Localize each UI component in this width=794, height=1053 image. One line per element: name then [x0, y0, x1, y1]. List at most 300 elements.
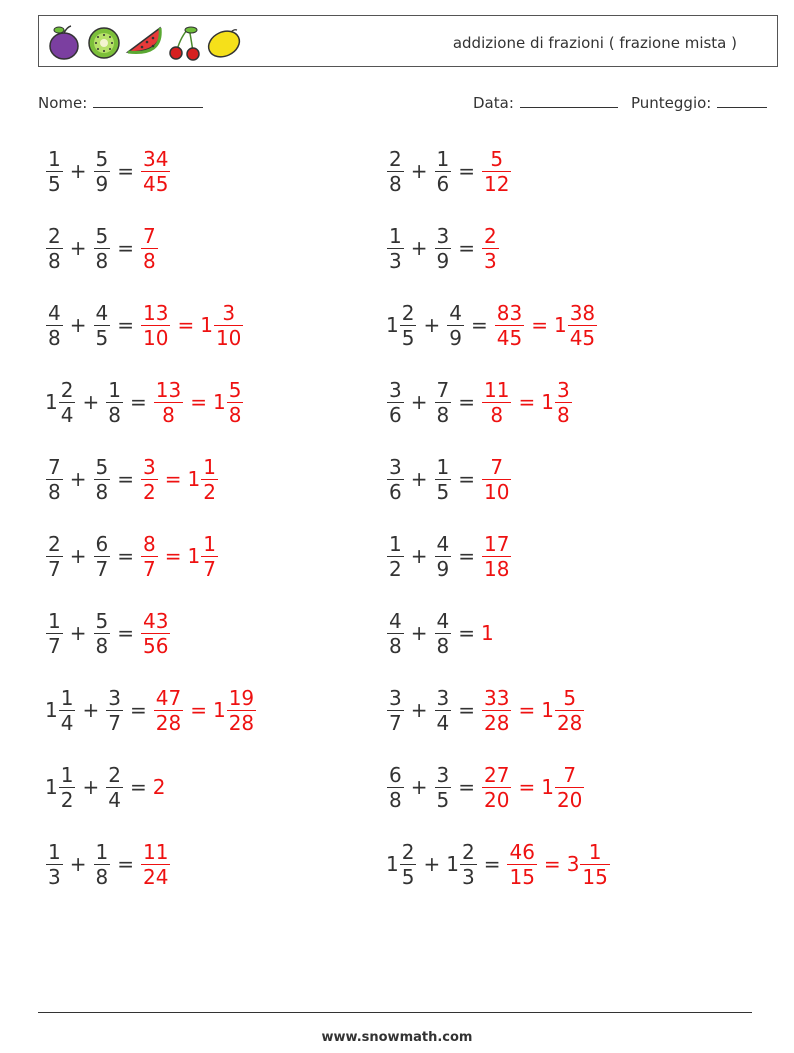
fraction [435, 686, 452, 735]
numerator: 5 [490, 146, 504, 171]
numerator: 2 [389, 146, 402, 171]
fraction [435, 378, 452, 427]
problem-item [45, 448, 219, 510]
equals-sign: = [117, 621, 134, 645]
score-field [631, 93, 767, 112]
denominator: 8 [436, 633, 450, 658]
fraction [154, 378, 183, 427]
fraction [94, 301, 111, 350]
equals-sign: = [458, 544, 475, 568]
numerator: 47 [155, 685, 182, 710]
denominator: 3 [461, 864, 475, 889]
name-blank[interactable] [93, 93, 203, 108]
denominator: 6 [436, 171, 450, 196]
plus-sign: + [410, 236, 428, 260]
equals-sign: = [164, 544, 182, 568]
numerator: 4 [436, 608, 450, 633]
fraction-term [45, 609, 64, 658]
fraction [141, 609, 170, 658]
denominator: 7 [48, 633, 61, 658]
equals-sign: = [458, 775, 475, 799]
problem-item [45, 371, 244, 433]
numerator: 38 [569, 300, 596, 325]
equals-sign: = [458, 390, 475, 414]
answer-term [554, 301, 598, 350]
fraction [435, 455, 452, 504]
problem-item [45, 217, 159, 279]
denominator: 9 [436, 248, 450, 273]
fraction [387, 378, 404, 427]
fraction [46, 301, 63, 350]
denominator: 20 [484, 787, 510, 812]
numerator: 3 [436, 685, 450, 710]
numerator: 4 [48, 300, 61, 325]
numerator: 1 [48, 608, 61, 633]
denominator: 45 [569, 325, 596, 350]
answer-term [153, 378, 184, 427]
denominator: 8 [95, 248, 109, 273]
numerator: 3 [436, 762, 450, 787]
fraction [435, 763, 452, 812]
numerator: 2 [401, 300, 415, 325]
numerator: 11 [484, 377, 510, 402]
denominator: 9 [436, 556, 450, 581]
fraction [580, 840, 609, 889]
denominator: 8 [389, 787, 402, 812]
numerator: 3 [389, 685, 402, 710]
fraction [507, 840, 536, 889]
denominator: 6 [389, 402, 402, 427]
numerator: 3 [222, 300, 236, 325]
fraction-term [45, 455, 64, 504]
equals-sign: = [190, 390, 207, 414]
problem-item [45, 602, 171, 664]
fraction-term [386, 840, 417, 889]
whole-number: 1 [386, 313, 399, 337]
numerator: 2 [60, 377, 74, 402]
denominator: 8 [108, 402, 121, 427]
equals-sign: = [117, 544, 134, 568]
plus-sign: + [82, 698, 100, 722]
numerator: 7 [48, 454, 61, 479]
answer-term [481, 532, 512, 581]
denominator: 2 [143, 479, 156, 504]
numerator: 4 [436, 531, 450, 556]
fraction [106, 763, 123, 812]
fraction-term [93, 609, 112, 658]
plus-sign: + [69, 467, 87, 491]
numerator: 19 [228, 685, 255, 710]
fraction [46, 455, 63, 504]
fraction [46, 147, 63, 196]
numerator: 13 [143, 300, 169, 325]
plus-sign: + [69, 621, 87, 645]
denominator: 7 [143, 556, 156, 581]
denominator: 8 [389, 633, 402, 658]
equals-sign: = [518, 698, 536, 722]
equals-sign: = [117, 236, 134, 260]
plus-sign: + [423, 852, 441, 876]
fraction-term [434, 224, 453, 273]
numerator: 2 [401, 839, 415, 864]
fraction [482, 532, 511, 581]
problem-item [386, 140, 512, 202]
denominator: 8 [389, 171, 402, 196]
fraction-term [93, 147, 112, 196]
fraction [482, 763, 511, 812]
fraction [141, 840, 170, 889]
problem-item [45, 679, 257, 741]
plus-sign: + [82, 390, 100, 414]
fraction-term [386, 763, 405, 812]
plus-sign: + [410, 698, 428, 722]
whole-number: 1 [541, 390, 554, 414]
numerator: 5 [228, 377, 242, 402]
fraction [94, 532, 111, 581]
fraction [201, 532, 218, 581]
fraction [94, 840, 111, 889]
fraction [555, 686, 584, 735]
denominator: 6 [389, 479, 402, 504]
plus-sign: + [410, 621, 428, 645]
date-blank[interactable] [520, 93, 618, 108]
name-field [38, 93, 203, 112]
fraction-term [434, 378, 453, 427]
fraction-term [45, 686, 76, 735]
equals-sign: = [117, 313, 134, 337]
fraction [94, 224, 111, 273]
denominator: 8 [162, 402, 175, 427]
equals-sign: = [458, 236, 475, 260]
denominator: 8 [143, 248, 156, 273]
fraction [482, 378, 511, 427]
fraction-term [386, 378, 405, 427]
answer-term [541, 686, 585, 735]
denominator: 4 [60, 402, 74, 427]
denominator: 9 [95, 171, 109, 196]
numerator: 1 [389, 531, 402, 556]
denominator: 10 [143, 325, 169, 350]
fraction [482, 224, 499, 273]
numerator: 7 [563, 762, 577, 787]
denominator: 18 [484, 556, 510, 581]
numerator: 83 [496, 300, 523, 325]
fraction [482, 686, 511, 735]
numerator: 27 [484, 762, 510, 787]
answer-term [188, 455, 219, 504]
fraction [495, 301, 524, 350]
problem-item [45, 525, 219, 587]
problem-item [386, 756, 585, 818]
answer-term [481, 224, 500, 273]
fraction [387, 609, 404, 658]
denominator: 9 [449, 325, 462, 350]
denominator: 8 [228, 402, 242, 427]
whole-number: 1 [45, 698, 58, 722]
fraction [400, 840, 417, 889]
name-label: Nome: [38, 94, 88, 112]
answer-term [541, 378, 572, 427]
numerator: 4 [449, 300, 462, 325]
equals-sign: = [190, 698, 207, 722]
score-blank[interactable] [717, 93, 767, 108]
denominator: 4 [108, 787, 121, 812]
problem-item [386, 294, 598, 356]
problem-item [45, 294, 244, 356]
fraction-term [386, 224, 405, 273]
numerator: 2 [484, 223, 497, 248]
fraction [141, 224, 158, 273]
fraction [387, 686, 404, 735]
problem-item [386, 371, 573, 433]
numerator: 1 [95, 839, 109, 864]
fraction [555, 763, 584, 812]
answer-term [567, 840, 611, 889]
denominator: 7 [48, 556, 61, 581]
answer-term [140, 532, 159, 581]
cherry-icon [165, 22, 203, 62]
denominator: 8 [48, 325, 61, 350]
answer-term [153, 775, 166, 799]
fraction [387, 532, 404, 581]
whole-number: 1 [481, 621, 494, 645]
answer-term [140, 840, 171, 889]
numerator: 17 [484, 531, 510, 556]
whole-number: 3 [566, 852, 580, 876]
numerator: 3 [389, 454, 402, 479]
plus-sign: + [423, 313, 441, 337]
numerator: 5 [95, 608, 109, 633]
answer-term [140, 455, 159, 504]
plus-sign: + [69, 159, 87, 183]
plus-sign: + [69, 544, 87, 568]
equals-sign: = [129, 390, 147, 414]
plus-sign: + [69, 313, 87, 337]
fraction [568, 301, 597, 350]
numerator: 33 [484, 685, 510, 710]
equals-sign: = [531, 313, 548, 337]
fraction-term [386, 147, 405, 196]
equals-sign: = [129, 775, 147, 799]
fraction-term [105, 378, 124, 427]
fraction [141, 532, 158, 581]
fraction-term [93, 224, 112, 273]
footer-divider [38, 1012, 752, 1013]
fraction [94, 147, 111, 196]
numerator: 1 [48, 146, 61, 171]
answer-term [153, 686, 184, 735]
denominator: 28 [484, 710, 510, 735]
denominator: 5 [95, 325, 109, 350]
fraction-term [93, 532, 112, 581]
numerator: 8 [143, 531, 156, 556]
fraction-term [386, 532, 405, 581]
fraction-term [45, 532, 64, 581]
numerator: 3 [143, 454, 156, 479]
fraction-term [446, 840, 477, 889]
plus-sign: + [410, 159, 428, 183]
fraction [460, 840, 477, 889]
fraction-term [386, 609, 405, 658]
denominator: 3 [48, 864, 61, 889]
numerator: 4 [389, 608, 402, 633]
equals-sign: = [518, 390, 536, 414]
denominator: 45 [143, 171, 169, 196]
fraction [482, 147, 511, 196]
fraction [201, 455, 218, 504]
numerator: 7 [490, 454, 504, 479]
denominator: 10 [484, 479, 510, 504]
fruit-icons [45, 22, 243, 62]
footer-url: www.snowmath.com [321, 1030, 473, 1045]
whole-number: 1 [187, 467, 201, 491]
fraction [447, 301, 464, 350]
denominator: 15 [509, 864, 535, 889]
problem-item [45, 756, 165, 818]
denominator: 24 [143, 864, 169, 889]
answer-term [481, 621, 494, 645]
denominator: 7 [203, 556, 216, 581]
whole-number: 1 [187, 544, 201, 568]
answer-term [481, 686, 512, 735]
problem-item [45, 833, 171, 895]
fraction [227, 378, 244, 427]
fraction [435, 532, 452, 581]
fraction [387, 224, 404, 273]
numerator: 3 [389, 377, 402, 402]
fraction-term [93, 840, 112, 889]
date-label: Data: [473, 94, 514, 112]
denominator: 2 [203, 479, 216, 504]
denominator: 3 [484, 248, 497, 273]
fraction [214, 301, 243, 350]
denominator: 5 [436, 787, 450, 812]
fraction [46, 532, 63, 581]
numerator: 5 [563, 685, 577, 710]
numerator: 1 [203, 454, 216, 479]
fraction-term [45, 763, 76, 812]
answer-term [140, 224, 159, 273]
denominator: 8 [95, 479, 109, 504]
numerator: 7 [436, 377, 450, 402]
answer-term [481, 763, 512, 812]
fraction [555, 378, 572, 427]
problem-item [45, 140, 171, 202]
fraction [435, 224, 452, 273]
denominator: 2 [389, 556, 402, 581]
plus-sign: + [410, 775, 428, 799]
whole-number: 1 [553, 313, 567, 337]
numerator: 4 [95, 300, 109, 325]
answer-term [506, 840, 537, 889]
problem-item [386, 525, 512, 587]
equals-sign: = [458, 467, 475, 491]
plus-sign: + [69, 852, 87, 876]
numerator: 43 [143, 608, 169, 633]
answer-term [481, 147, 512, 196]
denominator: 5 [401, 864, 415, 889]
equals-sign: = [518, 775, 536, 799]
denominator: 4 [60, 710, 74, 735]
fraction-term [434, 532, 453, 581]
plus-sign: + [410, 544, 428, 568]
plus-sign: + [69, 236, 87, 260]
fraction [46, 840, 63, 889]
answer-term [200, 301, 244, 350]
fraction [141, 147, 170, 196]
fraction [46, 224, 63, 273]
numerator: 1 [436, 454, 450, 479]
numerator: 3 [556, 377, 570, 402]
denominator: 8 [48, 248, 61, 273]
plus-sign: + [82, 775, 100, 799]
equals-sign: = [129, 698, 147, 722]
fraction [387, 455, 404, 504]
numerator: 1 [203, 531, 216, 556]
equals-sign: = [470, 313, 488, 337]
fraction [435, 609, 452, 658]
denominator: 28 [155, 710, 182, 735]
denominator: 7 [108, 710, 121, 735]
equals-sign: = [117, 467, 134, 491]
numerator: 2 [48, 223, 61, 248]
problem-item [386, 679, 585, 741]
equals-sign: = [458, 621, 475, 645]
answer-term [494, 301, 525, 350]
denominator: 5 [401, 325, 415, 350]
answer-term [140, 301, 171, 350]
fraction [400, 301, 417, 350]
denominator: 4 [436, 710, 450, 735]
whole-number: 1 [45, 390, 58, 414]
answer-term [213, 686, 257, 735]
fraction-term [434, 763, 453, 812]
denominator: 28 [556, 710, 583, 735]
denominator: 8 [95, 633, 109, 658]
numerator: 6 [389, 762, 402, 787]
fraction-term [434, 609, 453, 658]
whole-number: 1 [446, 852, 459, 876]
equals-sign: = [177, 313, 195, 337]
date-field [473, 93, 618, 112]
denominator: 8 [490, 402, 504, 427]
numerator: 6 [95, 531, 109, 556]
numerator: 7 [143, 223, 156, 248]
watermelon-icon [125, 22, 163, 62]
fraction [59, 763, 76, 812]
numerator: 1 [60, 762, 74, 787]
fraction-term [45, 224, 64, 273]
denominator: 20 [556, 787, 583, 812]
numerator: 13 [155, 377, 182, 402]
fraction [94, 455, 111, 504]
denominator: 8 [48, 479, 61, 504]
plus-sign: + [410, 467, 428, 491]
fraction [141, 455, 158, 504]
fraction [94, 609, 111, 658]
worksheet-title: addizione di frazioni ( frazione mista ) [452, 34, 737, 52]
numerator: 34 [143, 146, 169, 171]
kiwi-icon [85, 22, 123, 62]
fraction [59, 686, 76, 735]
denominator: 3 [389, 248, 402, 273]
fraction [141, 301, 170, 350]
fraction-term [386, 686, 405, 735]
whole-number: 1 [45, 775, 58, 799]
fraction-term [93, 301, 112, 350]
score-label: Punteggio: [631, 94, 712, 112]
fraction-term [45, 840, 64, 889]
